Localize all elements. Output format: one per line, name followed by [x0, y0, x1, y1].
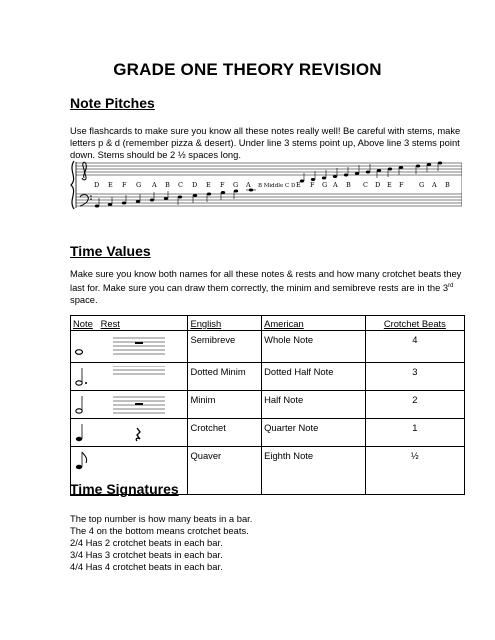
beats-cell: 1: [365, 419, 464, 447]
treble-letter: A: [432, 181, 437, 189]
time-values-heading: Time Values: [70, 243, 151, 259]
grand-staff: [70, 160, 462, 210]
time-values-table: [70, 315, 465, 495]
table-row: [71, 391, 465, 419]
american-cell: Quarter Note: [262, 419, 366, 447]
time-values-text-end: space.: [70, 294, 98, 306]
superscript-rd: rd: [448, 283, 454, 289]
time-signature-line: The 4 on the bottom means crotchet beats.: [70, 525, 249, 536]
bass-letter: G: [233, 181, 239, 189]
american-cell: Whole Note: [262, 331, 366, 363]
dotted-minim-icon: [73, 366, 173, 388]
english-cell: Crotchet: [188, 419, 262, 447]
minim-icon: [73, 394, 173, 416]
treble-letter: B: [346, 181, 351, 189]
english-cell: Dotted Minim: [188, 363, 262, 391]
table-row: [71, 419, 465, 447]
english-cell: Minim: [188, 391, 262, 419]
quaver-icon: [73, 450, 173, 472]
beats-cell: 2: [365, 391, 464, 419]
treble-letter: F: [310, 181, 315, 189]
beats-cell: 3: [365, 363, 464, 391]
header-american: [262, 316, 366, 331]
treble-letter: D: [375, 181, 381, 189]
table-header-row: [71, 316, 465, 331]
symbol-cell: [71, 363, 188, 391]
time-values-paragraph: [70, 268, 470, 306]
col-beats: Crotchet Beats: [383, 318, 446, 329]
bass-letter: C: [178, 181, 183, 189]
bass-letter: D: [192, 181, 198, 189]
note-pitches-heading: Note Pitches: [70, 95, 155, 111]
time-signature-line: 2/4 Has 2 crotchet beats in each bar.: [70, 537, 223, 548]
treble-letter: G: [322, 181, 328, 189]
col-english: English: [190, 318, 222, 329]
page-title: GRADE ONE THEORY REVISION: [113, 60, 382, 79]
bass-clef-icon: [80, 195, 92, 206]
treble-letter: E: [296, 181, 301, 189]
beats-cell: ½: [365, 447, 464, 495]
treble-letter: C: [363, 181, 368, 189]
crotchet-icon: [73, 422, 173, 444]
treble-letter: G: [419, 181, 425, 189]
table-row: [71, 331, 465, 363]
bass-letter: A: [152, 181, 157, 189]
treble-letter: A: [333, 181, 338, 189]
semibreve-icon: [73, 334, 173, 360]
bass-letter: D: [94, 181, 100, 189]
treble-letter: E: [387, 181, 392, 189]
time-signatures-list: [70, 513, 470, 573]
bass-letter: G: [136, 181, 142, 189]
bass-letter: A: [246, 181, 251, 189]
bass-letter: F: [220, 181, 225, 189]
header-english: [188, 316, 262, 331]
header-note-rest: [71, 316, 188, 331]
english-cell: Semibreve: [188, 331, 262, 363]
bass-letter: E: [108, 181, 113, 189]
middle-c-label: B Middle C D: [258, 183, 296, 189]
american-cell: Half Note: [262, 391, 366, 419]
bass-letter: E: [206, 181, 211, 189]
english-cell: Quaver: [188, 447, 262, 495]
time-values-text: Make sure you know both names for all these notes & rests and how many crotchet beats they last for. Make sure you can draw them correctly, the minim and semibreve rests are in the 3: [70, 268, 462, 294]
col-note: Note: [73, 318, 93, 329]
time-signature-line: The top number is how many beats in a bar.: [70, 513, 253, 524]
treble-clef-icon: [82, 162, 86, 180]
table-row: [71, 363, 465, 391]
time-signatures-heading: Time Signatures: [70, 481, 179, 497]
treble-letter: B: [445, 181, 450, 189]
american-cell: Eighth Note: [262, 447, 366, 495]
beats-cell: 4: [365, 331, 464, 363]
symbol-cell: [71, 331, 188, 363]
time-signature-line: 4/4 Has 4 crotchet beats in each bar.: [70, 561, 223, 572]
col-american: American: [264, 318, 304, 329]
time-signature-line: 3/4 Has 3 crotchet beats in each bar.: [70, 549, 223, 560]
bass-notes: [95, 190, 238, 208]
symbol-cell: [71, 419, 188, 447]
header-beats: [365, 316, 464, 331]
bass-letter: F: [122, 181, 127, 189]
note-pitches-paragraph: Use flashcards to make sure you know all these notes really well! Be careful with stems, make letters p & d (remember pizza & desert). Under line 3 stems point up, Above line 3 stems point down. Stems should be 2 ½ spaces long.: [70, 125, 461, 160]
bass-letter: B: [165, 181, 170, 189]
american-cell: Dotted Half Note: [262, 363, 366, 391]
col-rest: Rest: [100, 318, 120, 329]
treble-letter: F: [399, 181, 404, 189]
symbol-cell: [71, 391, 188, 419]
